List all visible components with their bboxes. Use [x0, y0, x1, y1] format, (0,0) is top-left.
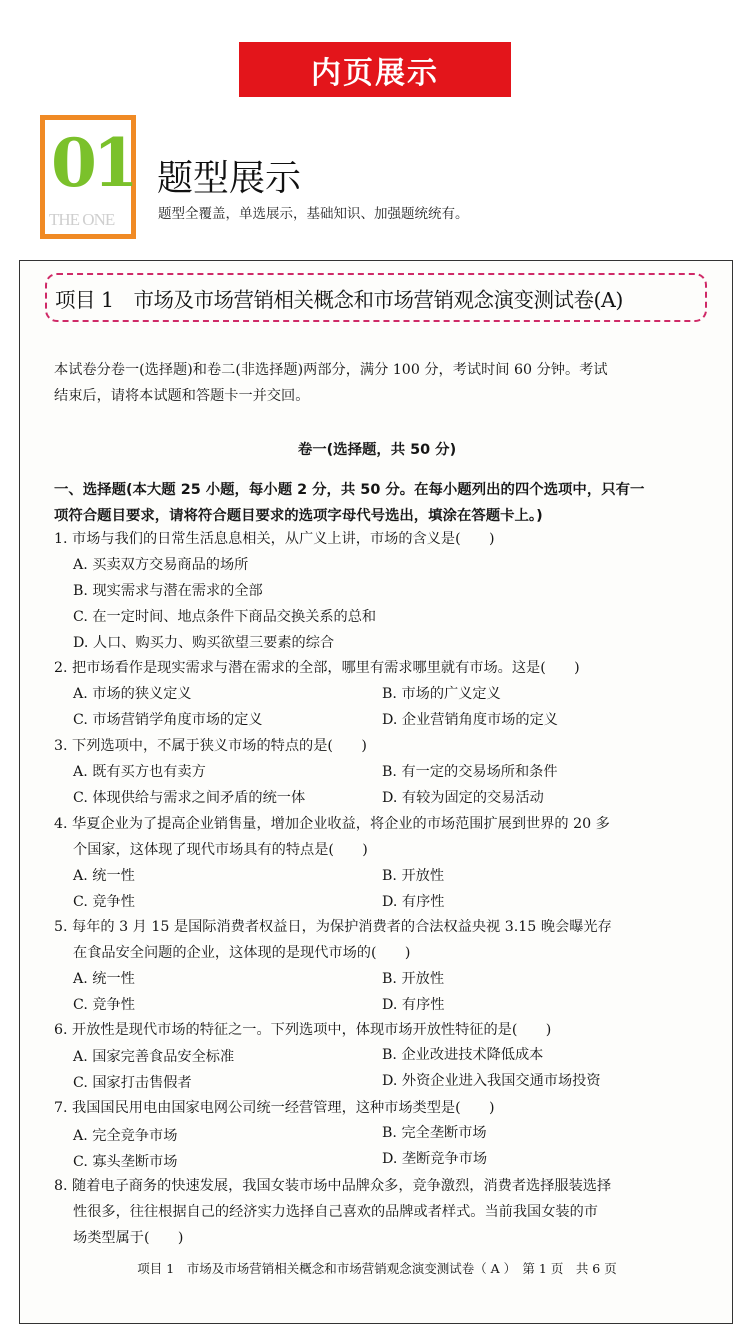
question-stem: 7. 我国国民用电由国家电网公司统一经营管理，这种市场类型是( ) [54, 1100, 495, 1116]
section-description: 题型全覆盖，单选展示，基础知识、加强题统统有。 [158, 206, 469, 222]
question-option: D. 外资企业进入我国交通市场投资 [382, 1073, 601, 1089]
section-number: 01 [51, 124, 135, 202]
question-option: A. 统一性 [73, 971, 135, 987]
question-option: C. 竞争性 [73, 894, 135, 910]
question-option: D. 垄断竞争市场 [382, 1151, 488, 1167]
question-stem: 性很多，往往根据自己的经济实力选择自己喜欢的品牌或者样式。当前我国女装的市 [73, 1204, 598, 1220]
question-option: A. 既有买方也有卖方 [73, 764, 206, 780]
question-stem: 2. 把市场看作是现实需求与潜在需求的全部，哪里有需求哪里就有市场。这是( ) [54, 660, 580, 676]
question-option: B. 开放性 [382, 868, 445, 884]
question-stem: 6. 开放性是现代市场的特征之一。下列选项中，体现市场开放性特征的是( ) [54, 1022, 552, 1038]
question-stem: 5. 每年的 3 月 15 是国际消费者权益日，为保护消费者的合法权益央视 3.15 晚会曝光存 [54, 919, 612, 935]
question-stem: 场类型属于( ) [73, 1230, 184, 1246]
question-option: B. 企业改进技术降低成本 [382, 1047, 544, 1063]
question-option: C. 在一定时间、地点条件下商品交换关系的总和 [73, 609, 377, 625]
question-stem: 个国家，这体现了现代市场具有的特点是( ) [73, 842, 368, 858]
exam-title: 项目 1 市场及市场营销相关概念和市场营销观念演变测试卷(A) [55, 287, 623, 312]
question-option: D. 企业营销角度市场的定义 [382, 712, 558, 728]
question-stem: 1. 市场与我们的日常生活息息相关，从广义上讲，市场的含义是( ) [54, 531, 495, 547]
instructions-line: 项符合题目要求，请将符合题目要求的选项字母代号选出，填涂在答题卡上。) [54, 508, 543, 524]
exam-paper-scan [19, 260, 733, 1324]
question-option: B. 完全垄断市场 [382, 1125, 487, 1141]
section-number-caption: THE ONE [49, 210, 115, 229]
question-option: B. 开放性 [382, 971, 445, 987]
section-title: 题型展示 [157, 158, 302, 199]
page-footer: 项目 1 市场及市场营销相关概念和市场营销观念演变测试卷（ A ） 第 1 页 共 6 页 [137, 1261, 617, 1276]
question-option: C. 体现供给与需求之间矛盾的统一体 [73, 790, 306, 806]
question-stem: 在食品安全问题的企业，这体现的是现代市场的( ) [73, 945, 411, 961]
question-stem: 3. 下列选项中，不属于狭义市场的特点的是( ) [54, 738, 367, 754]
question-option: B. 市场的广义定义 [382, 686, 501, 702]
question-option: B. 现实需求与潜在需求的全部 [73, 583, 263, 599]
question-option: D. 人口、购买力、购买欲望三要素的综合 [73, 635, 335, 651]
intro-line: 本试卷分卷一(选择题)和卷二(非选择题)两部分，满分 100 分，考试时间 60 分钟。考试 [54, 362, 608, 378]
part-heading: 卷一(选择题，共 50 分) [297, 442, 457, 458]
question-option: A. 完全竞争市场 [73, 1128, 178, 1144]
question-option: C. 寡头垄断市场 [73, 1154, 178, 1170]
question-option: A. 市场的狭义定义 [73, 686, 192, 702]
question-option: A. 国家完善食品安全标准 [73, 1049, 235, 1065]
intro-line: 结束后，请将本试题和答题卡一并交回。 [54, 388, 310, 404]
question-stem: 8. 随着电子商务的快速发展，我国女装市场中品牌众多，竞争激烈，消费者选择服装选择 [54, 1178, 612, 1194]
exam-title-box [45, 273, 707, 322]
instructions-line: 一、选择题(本大题 25 小题，每小题 2 分，共 50 分。在每小题列出的四个选项中，只有一 [54, 482, 645, 498]
question-stem: 4. 华夏企业为了提高企业销售量，增加企业收益，将企业的市场范围扩展到世界的 20 多 [54, 816, 610, 832]
section-number-badge [40, 115, 136, 239]
question-option: B. 有一定的交易场所和条件 [382, 764, 558, 780]
question-option: C. 市场营销学角度市场的定义 [73, 712, 263, 728]
question-option: D. 有较为固定的交易活动 [382, 790, 544, 806]
question-option: A. 买卖双方交易商品的场所 [73, 557, 249, 573]
question-option: D. 有序性 [382, 997, 445, 1013]
question-option: C. 国家打击售假者 [73, 1075, 192, 1091]
question-option: C. 竞争性 [73, 997, 135, 1013]
page-banner: 内页展示 [239, 42, 511, 97]
question-option: A. 统一性 [73, 868, 135, 884]
question-option: D. 有序性 [382, 894, 445, 910]
